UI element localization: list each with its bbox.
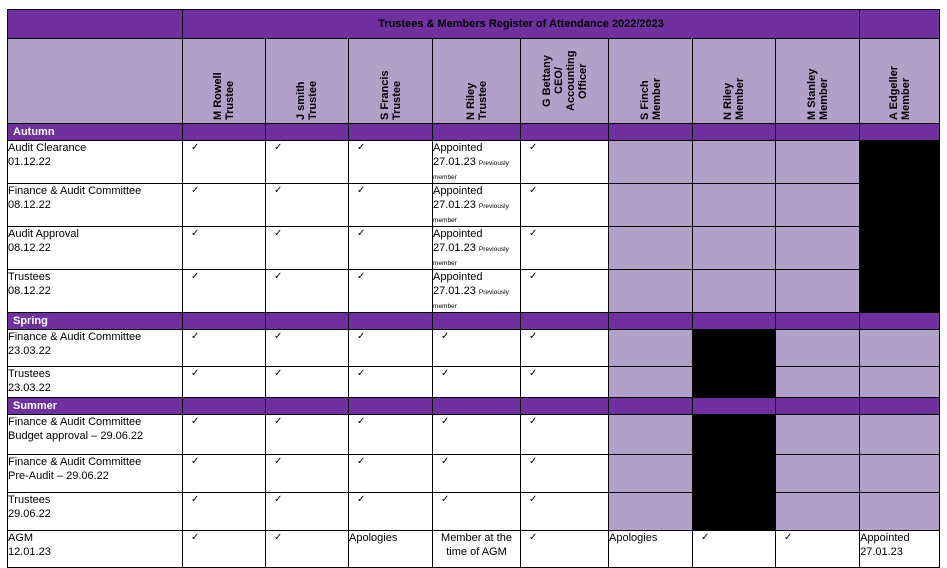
check-icon: ✓ bbox=[274, 185, 283, 196]
attendance-register-table bbox=[7, 9, 940, 568]
col-header-m-stanley: M Stanley Member bbox=[776, 39, 860, 124]
col-header-n-riley-trustee: N Riley Trustee bbox=[433, 39, 521, 124]
table-row bbox=[8, 367, 940, 398]
event-cell: Audit Approval 08.12.22 bbox=[8, 227, 183, 270]
appointed-agm-note: Appointed 27.01.23 bbox=[860, 531, 940, 568]
check-icon: ✓ bbox=[529, 456, 538, 467]
check-icon: ✓ bbox=[191, 142, 200, 153]
register-title: Trustees & Members Register of Attendance 2022/2023 bbox=[183, 10, 860, 39]
apologies-note: Apologies bbox=[609, 531, 693, 568]
table-row bbox=[8, 270, 940, 313]
check-icon: ✓ bbox=[529, 185, 538, 196]
check-icon: ✓ bbox=[357, 228, 366, 239]
col-header-g-bettany: G Bettany CEO/ Accounting Officer bbox=[521, 39, 609, 124]
event-cell: Trustees 08.12.22 bbox=[8, 270, 183, 313]
table-row bbox=[8, 493, 940, 531]
check-icon: ✓ bbox=[191, 416, 200, 427]
check-icon: ✓ bbox=[529, 416, 538, 427]
section-label: Autumn bbox=[8, 124, 183, 141]
check-icon: ✓ bbox=[274, 331, 283, 342]
check-icon: ✓ bbox=[191, 456, 200, 467]
check-icon: ✓ bbox=[274, 271, 283, 282]
check-icon: ✓ bbox=[191, 368, 200, 379]
check-icon: ✓ bbox=[274, 416, 283, 427]
check-icon: ✓ bbox=[441, 456, 450, 467]
section-row-autumn bbox=[8, 124, 940, 141]
col-header-a-edgeller: A Edgeller Member bbox=[860, 39, 940, 124]
appointed-note: Appointed 27.01.23 Previously member bbox=[433, 227, 521, 270]
check-icon: ✓ bbox=[191, 271, 200, 282]
table-row bbox=[8, 330, 940, 367]
title-blank-cell bbox=[860, 10, 940, 39]
check-icon: ✓ bbox=[191, 494, 200, 505]
check-icon: ✓ bbox=[529, 228, 538, 239]
event-cell: Trustees 23.03.22 bbox=[8, 367, 183, 398]
check-icon: ✓ bbox=[357, 185, 366, 196]
check-icon: ✓ bbox=[191, 532, 200, 543]
header-corner-cell bbox=[8, 39, 183, 124]
check-icon: ✓ bbox=[784, 532, 793, 543]
check-icon: ✓ bbox=[357, 494, 366, 505]
apologies-note: Apologies bbox=[349, 531, 433, 568]
col-header-s-finch: S Finch Member bbox=[609, 39, 693, 124]
event-cell: Finance & Audit Committee 23.03.22 bbox=[8, 330, 183, 367]
check-icon: ✓ bbox=[441, 331, 450, 342]
check-icon: ✓ bbox=[191, 228, 200, 239]
event-cell: Finance & Audit Committee 08.12.22 bbox=[8, 184, 183, 227]
appointed-note: Appointed 27.01.23 Previously member bbox=[433, 270, 521, 313]
check-icon: ✓ bbox=[274, 456, 283, 467]
title-row bbox=[8, 10, 940, 39]
event-cell: Finance & Audit Committee Pre-Audit – 29.06.22 bbox=[8, 455, 183, 493]
check-icon: ✓ bbox=[357, 456, 366, 467]
section-label: Summer bbox=[8, 398, 183, 415]
check-icon: ✓ bbox=[529, 368, 538, 379]
not-applicable-block bbox=[693, 415, 776, 531]
member-at-agm-note: Member at the time of AGM bbox=[433, 531, 521, 568]
check-icon: ✓ bbox=[441, 416, 450, 427]
check-icon: ✓ bbox=[529, 494, 538, 505]
check-icon: ✓ bbox=[357, 416, 366, 427]
check-icon: ✓ bbox=[191, 185, 200, 196]
check-icon: ✓ bbox=[441, 368, 450, 379]
column-header-row bbox=[8, 39, 940, 124]
event-cell: Trustees 29.06.22 bbox=[8, 493, 183, 531]
check-icon: ✓ bbox=[274, 228, 283, 239]
check-icon: ✓ bbox=[191, 331, 200, 342]
table-row bbox=[8, 184, 940, 227]
check-icon: ✓ bbox=[357, 142, 366, 153]
appointed-note: Appointed 27.01.23 Previously member bbox=[433, 184, 521, 227]
event-cell: AGM 12.01.23 bbox=[8, 531, 183, 568]
check-icon: ✓ bbox=[529, 532, 538, 543]
col-header-m-rowell: M Rowell Trustee bbox=[183, 39, 266, 124]
section-row-summer bbox=[8, 398, 940, 415]
table-row bbox=[8, 141, 940, 184]
check-icon: ✓ bbox=[274, 142, 283, 153]
table-row bbox=[8, 415, 940, 455]
section-label: Spring bbox=[8, 313, 183, 330]
not-applicable-block bbox=[860, 141, 940, 313]
appointed-note: Appointed 27.01.23 Previously member bbox=[433, 141, 521, 184]
table-row bbox=[8, 227, 940, 270]
event-cell: Audit Clearance 01.12.22 bbox=[8, 141, 183, 184]
check-icon: ✓ bbox=[274, 494, 283, 505]
check-icon: ✓ bbox=[701, 532, 710, 543]
check-icon: ✓ bbox=[529, 331, 538, 342]
check-icon: ✓ bbox=[441, 494, 450, 505]
title-blank-cell bbox=[8, 10, 183, 39]
check-icon: ✓ bbox=[357, 271, 366, 282]
section-row-spring bbox=[8, 313, 940, 330]
check-icon: ✓ bbox=[357, 368, 366, 379]
check-icon: ✓ bbox=[274, 368, 283, 379]
col-header-s-francis: S Francis Trustee bbox=[349, 39, 433, 124]
col-header-j-smith: J smith Trustee bbox=[266, 39, 349, 124]
table-row bbox=[8, 455, 940, 493]
event-cell: Finance & Audit Committee Budget approval – 29.06.22 bbox=[8, 415, 183, 455]
col-header-n-riley-member: N Riley Member bbox=[693, 39, 776, 124]
check-icon: ✓ bbox=[529, 271, 538, 282]
check-icon: ✓ bbox=[274, 532, 283, 543]
check-icon: ✓ bbox=[357, 331, 366, 342]
check-icon: ✓ bbox=[529, 142, 538, 153]
not-applicable-block bbox=[693, 330, 776, 398]
